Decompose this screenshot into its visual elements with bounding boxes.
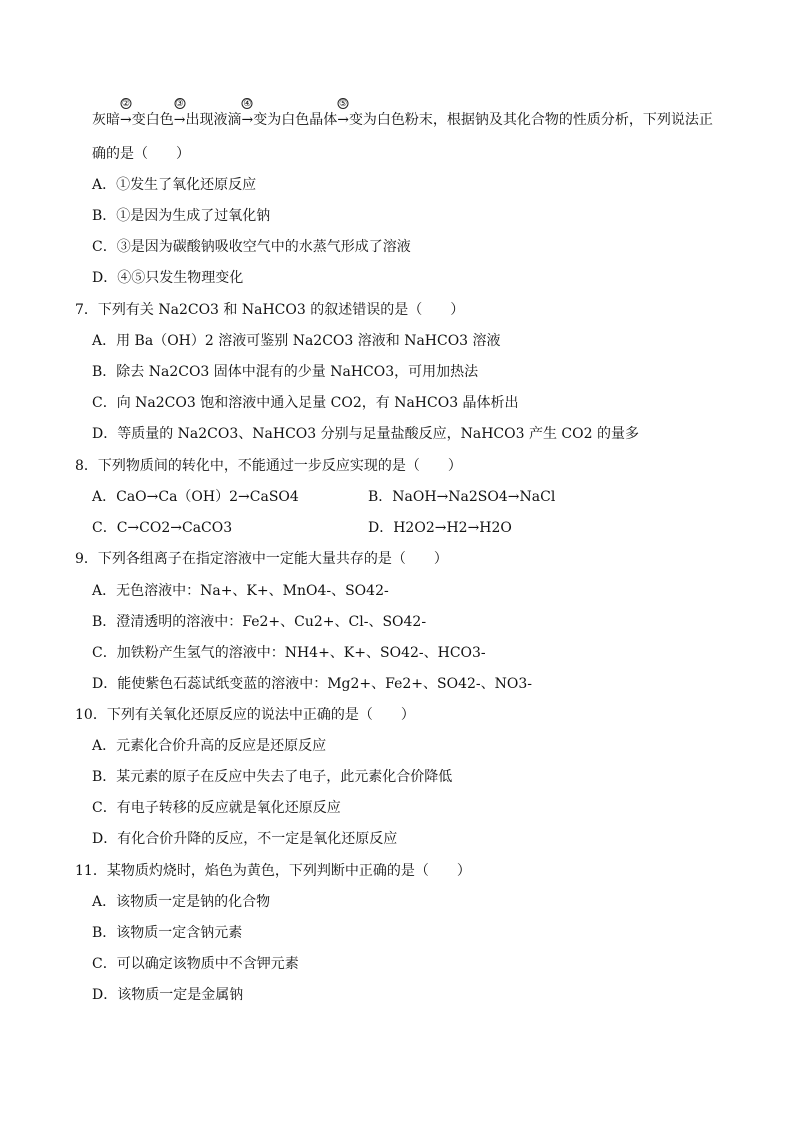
reaction-arrow: → ⑤ — [337, 99, 349, 128]
q6-stem-part: 灰暗 — [92, 112, 120, 128]
q10-option-d: D．有化合价升降的反应，不一定是氧化还原反应 — [92, 831, 398, 847]
reaction-arrow: → ④ — [241, 99, 254, 128]
q9-option-d: D．能使紫色石蕊试纸变蓝的溶液中：Mg2+、Fe2+、SO42-、NO3- — [92, 676, 533, 692]
step-number-badge: ⑤ — [339, 99, 348, 109]
q7-option-a: A．用 Ba（OH）2 溶液可鉴别 Na2CO3 溶液和 NaHCO3 溶液 — [92, 333, 501, 349]
q6-option-d: D．④⑤只发生物理变化 — [92, 270, 244, 286]
q7-option-b: B．除去 Na2CO3 固体中混有的少量 NaHCO3，可用加热法 — [92, 364, 479, 380]
q6-option-c: C．③是因为碳酸钠吸收空气中的水蒸气形成了溶液 — [92, 239, 411, 255]
q8-option-b: B．NaOH→Na2SO4→NaCl — [368, 489, 556, 505]
q7-option-d: D．等质量的 Na2CO3、NaHCO3 分别与足量盐酸反应，NaHCO3 产生 CO2 的量多 — [92, 426, 639, 442]
step-number-badge: ② — [121, 99, 130, 109]
q11-option-a: A．该物质一定是钠的化合物 — [92, 894, 271, 910]
q6-stem-line2: 确的是（ ） — [92, 146, 190, 162]
q6-stem-part: 变白色 — [131, 112, 174, 128]
q9-option-c: C．加铁粉产生氢气的溶液中：NH4+、K+、SO42-、HCO3- — [92, 645, 486, 661]
q8-option-d: D．H2O2→H2→H2O — [368, 520, 512, 536]
q8-stem: 8．下列物质间的转化中，不能通过一步反应实现的是（ ） — [75, 458, 462, 474]
q6-stem-part: 变为白色粉末，根据钠及其化合物的性质分析，下列说法正 — [348, 112, 713, 128]
q9-option-b: B．澄清透明的溶液中：Fe2+、Cu2+、Cl-、SO42- — [92, 614, 427, 630]
reaction-arrow: → ② — [120, 99, 132, 128]
step-number-badge: ④ — [243, 99, 252, 109]
q6-stem-line1 — [92, 99, 713, 129]
q11-option-d: D．该物质一定是金属钠 — [92, 987, 244, 1003]
q6-stem-part: 出现液滴 — [185, 112, 242, 128]
q7-stem: 7．下列有关 Na2CO3 和 NaHCO3 的叙述错误的是（ ） — [75, 302, 465, 318]
q11-option-c: C．可以确定该物质中不含钾元素 — [92, 956, 299, 972]
reaction-arrow: → ③ — [173, 99, 186, 128]
q8-option-c: C．C→CO2→CaCO3 — [92, 520, 233, 536]
q11-option-b: B．该物质一定含钠元素 — [92, 925, 243, 941]
step-number-badge: ③ — [175, 99, 184, 109]
q6-stem-part: 变为白色晶体 — [253, 112, 338, 128]
q10-option-b: B．某元素的原子在反应中失去了电子，此元素化合价降低 — [92, 769, 453, 785]
q9-option-a: A．无色溶液中：Na+、K+、MnO4-、SO42- — [92, 583, 389, 599]
q7-option-c: C．向 Na2CO3 饱和溶液中通入足量 CO2，有 NaHCO3 晶体析出 — [92, 395, 519, 411]
q6-option-a: A．①发生了氧化还原反应 — [92, 177, 257, 193]
q10-stem: 10．下列有关氧化还原反应的说法中正确的是（ ） — [75, 707, 415, 723]
q9-stem: 9．下列各组离子在指定溶液中一定能大量共存的是（ ） — [75, 551, 448, 567]
q6-option-b: B．①是因为生成了过氧化钠 — [92, 208, 271, 224]
q8-option-a: A．CaO→Ca（OH）2→CaSO4 — [92, 489, 299, 505]
q11-stem: 11．某物质灼烧时，焰色为黄色，下列判断中正确的是（ ） — [75, 863, 471, 879]
q10-option-c: C．有电子转移的反应就是氧化还原反应 — [92, 800, 341, 816]
q10-option-a: A．元素化合价升高的反应是还原反应 — [92, 738, 327, 754]
